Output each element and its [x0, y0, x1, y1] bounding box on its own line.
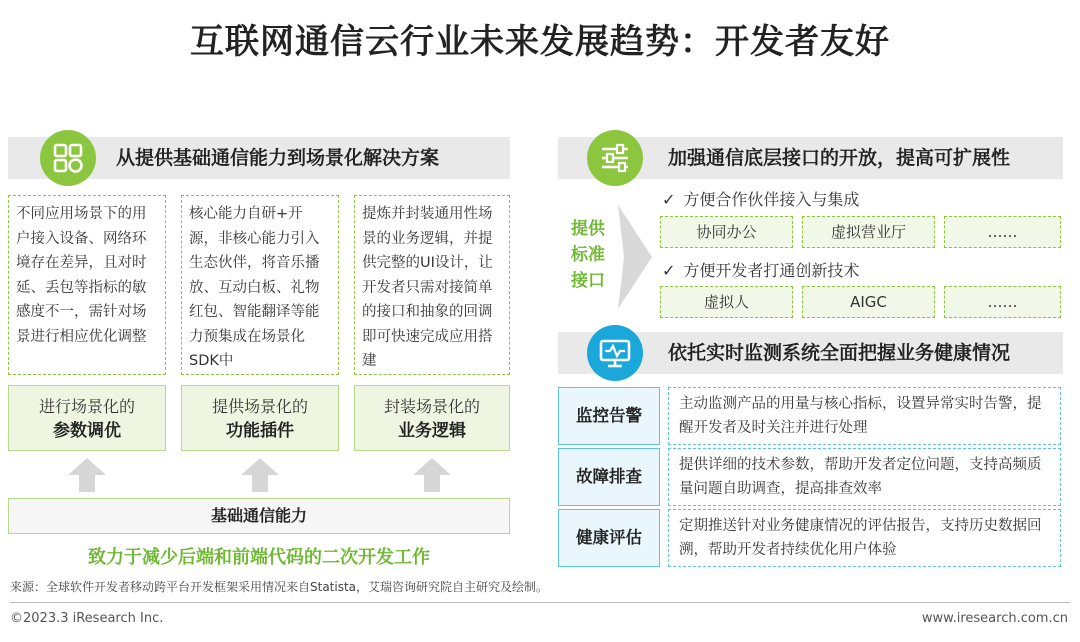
- monitor-row-text: 定期推送针对业务健康情况的评估报告，支持历史数据回溯，帮助开发者持续优化用户体验: [668, 509, 1061, 567]
- chevron-right-icon: [618, 205, 652, 309]
- function-box-1: [8, 385, 166, 451]
- function-box-line2: 业务逻辑: [398, 421, 466, 441]
- tag-item: 协同办公: [660, 216, 793, 248]
- base-capability-bar: 基础通信能力: [8, 498, 510, 534]
- function-box-line2: 参数调优: [53, 421, 121, 441]
- copyright: ©2023.3 iResearch Inc.: [10, 611, 164, 626]
- check-item-developers: [662, 258, 859, 281]
- tag-item: AIGC: [802, 286, 935, 318]
- check-item-label: 方便开发者打通创新技术: [683, 261, 860, 280]
- function-box-line1: 进行场景化的: [38, 397, 135, 416]
- monitor-row-text: 提供详细的技术参数，帮助开发者定位问题，支持高频质量问题自助调查，提高排查效率: [668, 448, 1061, 506]
- monitor-icon: [587, 325, 643, 381]
- website-link[interactable]: www.iresearch.com.cn: [921, 611, 1068, 626]
- check-item-partners: [662, 187, 859, 210]
- scenario-desc-2: 核心能力自研+开源，非核心能力引入生态伙伴，将音乐播放、互动白板、礼物红包、智能翻译等能力预集成在场景化SDK中: [181, 195, 339, 375]
- standard-interface-label: [560, 216, 616, 294]
- side-label-line: 提供: [571, 219, 605, 239]
- monitor-row-text: 主动监测产品的用量与核心指标，设置异常实时告警，提醒开发者及时关注并进行处理: [668, 387, 1061, 445]
- source-note: 来源：全球软件开发者移动跨平台开发框架采用情况来自Statista，艾瑞咨询研究院自主研究及绘制。: [10, 580, 549, 594]
- side-label-line: 接口: [571, 271, 605, 291]
- check-icon: ✓: [662, 261, 676, 280]
- function-box-line2: 功能插件: [226, 421, 294, 441]
- side-label-line: 标准: [571, 245, 605, 265]
- left-section-title: 从提供基础通信能力到场景化解决方案: [116, 147, 440, 169]
- up-arrow-icon: [413, 458, 451, 492]
- tag-item: 虚拟营业厅: [802, 216, 935, 248]
- tag-item: ……: [944, 286, 1061, 318]
- sliders-icon: [587, 130, 643, 186]
- up-arrow-icon: [241, 458, 279, 492]
- function-box-3: [354, 385, 510, 451]
- grid-apps-icon: [40, 130, 96, 186]
- up-arrow-icon: [68, 458, 106, 492]
- page-title: 互联网通信云行业未来发展趋势：开发者友好: [190, 22, 890, 62]
- tag-item: 虚拟人: [660, 286, 793, 318]
- footer-divider: [10, 602, 1070, 603]
- scenario-desc-1: 不同应用场景下的用户接入设备、网络环境存在差异，且对时延、丢包等指标的敏感度不一，需针对场景进行相应优化调整: [8, 195, 166, 375]
- function-box-line1: 提供场景化的: [211, 397, 308, 416]
- monitor-row-label: 故障排查: [558, 448, 660, 506]
- function-box-line1: 封装场景化的: [383, 397, 480, 416]
- check-item-label: 方便合作伙伴接入与集成: [683, 190, 860, 209]
- tag-item: ……: [944, 216, 1061, 248]
- monitor-row-label: 监控告警: [558, 387, 660, 445]
- right-bottom-title: 依托实时监测系统全面把握业务健康情况: [668, 342, 1011, 364]
- goal-statement: 致力于减少后端和前端代码的二次开发工作: [88, 547, 430, 568]
- function-box-2: [181, 385, 339, 451]
- check-icon: ✓: [662, 190, 676, 209]
- monitor-row-label: 健康评估: [558, 509, 660, 567]
- scenario-desc-3: 提炼并封装通用性场景的业务逻辑，并提供完整的UI设计，让开发者只需对接简单的接口和抽象的回调即可快速完成应用搭建: [354, 195, 510, 375]
- right-top-title: 加强通信底层接口的开放，提高可扩展性: [668, 147, 1011, 169]
